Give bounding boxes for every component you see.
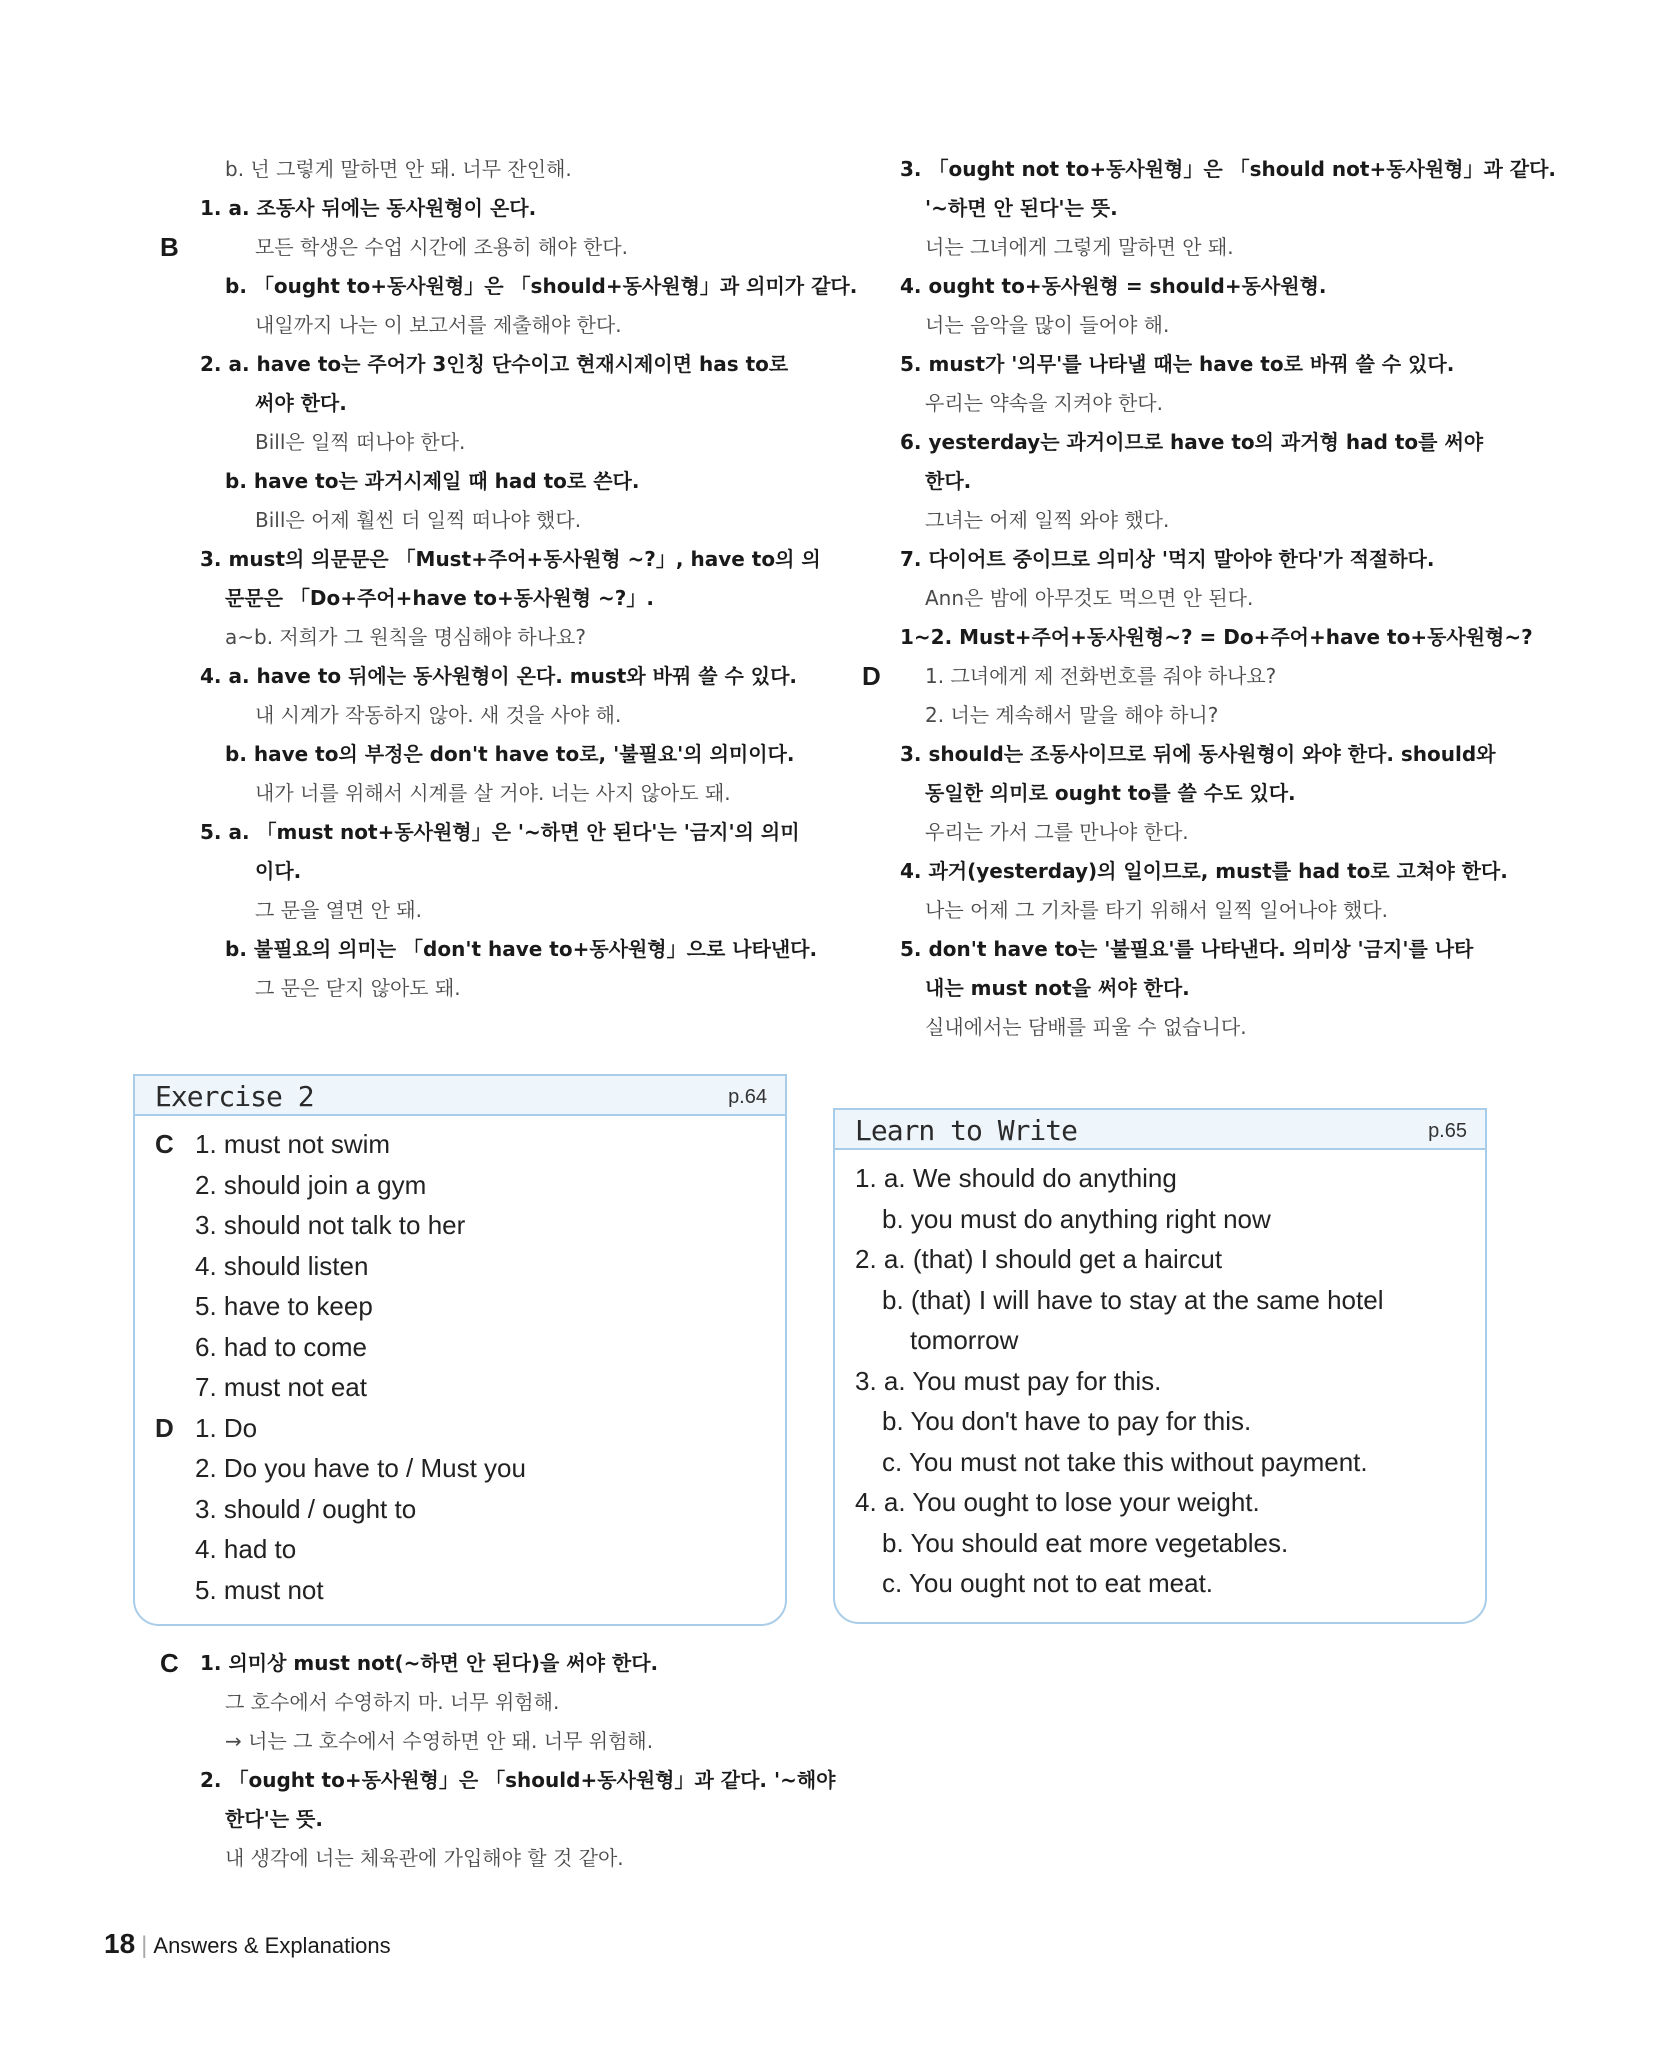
learn-to-write-answer: c. You ought not to eat meat. bbox=[882, 1568, 1214, 1598]
exercise2-answer bbox=[135, 1165, 785, 1206]
explanation-line: 문문은 「Do+주어+have to+동사원형 ~?」. bbox=[225, 586, 654, 610]
explanation-line: → 너는 그 호수에서 수영하면 안 돼. 너무 위험해. bbox=[225, 1729, 654, 1753]
explanation-line: b. 불필요의 의미는 「don't have to+동사원형」으로 나타낸다. bbox=[225, 937, 818, 961]
learn-to-write-answer: 3. a. You must pay for this. bbox=[855, 1365, 1162, 1396]
exercise2-header bbox=[135, 1076, 785, 1116]
exercise2-answer bbox=[135, 1327, 785, 1368]
exercise2-answer bbox=[135, 1246, 785, 1287]
explanation-line: 모든 학생은 수업 시간에 조용히 해야 한다. bbox=[255, 235, 628, 259]
explanation-line: 2. 너는 계속해서 말을 해야 하니? bbox=[925, 703, 1219, 727]
learn-to-write-answer: c. You must not take this without payment. bbox=[882, 1446, 1368, 1477]
exercise2-answer-text: 5. must not bbox=[195, 1574, 324, 1605]
explanation-line: 실내에서는 담배를 피울 수 없습니다. bbox=[925, 1015, 1247, 1039]
explanation-line: 한다'는 뜻. bbox=[225, 1807, 323, 1831]
learn-to-write-answer: 4. a. You ought to lose your weight. bbox=[855, 1487, 1260, 1517]
explanation-line: Bill은 일찍 떠나야 한다. bbox=[255, 430, 466, 454]
section-letter: C bbox=[160, 1648, 179, 1678]
explanation-line: b. 넌 그렇게 말하면 안 돼. 너무 잔인해. bbox=[225, 157, 572, 181]
exercise2-answer-text: 4. should listen bbox=[195, 1250, 369, 1281]
explanation-line: 내가 너를 위해서 시계를 살 거야. 너는 사지 않아도 돼. bbox=[255, 781, 731, 805]
exercise2-answer bbox=[135, 1529, 785, 1570]
exercise2-answer bbox=[135, 1448, 785, 1489]
explanation-line: 5. a. 「must not+동사원형」은 '~하면 안 된다'는 '금지'의 의미 bbox=[200, 820, 800, 844]
explanation-line: 너는 그녀에게 그렇게 말하면 안 돼. bbox=[925, 235, 1234, 259]
explanation-line: 2. 「ought to+동사원형」은 「should+동사원형」과 같다. '~해야 bbox=[200, 1768, 836, 1792]
explanation-line: 5. must가 '의무'를 나타낼 때는 have to로 바꿔 쓸 수 있다. bbox=[900, 352, 1455, 376]
explanation-line: 동일한 의미로 ought to를 쓸 수도 있다. bbox=[925, 781, 1296, 805]
explanation-line: 내 시계가 작동하지 않아. 새 것을 사야 해. bbox=[255, 703, 622, 727]
explanation-line: 1. 그녀에게 제 전화번호를 줘야 하나요? bbox=[925, 664, 1277, 688]
exercise2-answer-text: 2. should join a gym bbox=[195, 1169, 427, 1200]
section-letter: D bbox=[862, 661, 881, 691]
explanation-line: 그 호수에서 수영하지 마. 너무 위험해. bbox=[225, 1690, 560, 1714]
exercise2-answer bbox=[135, 1205, 785, 1246]
explanation-line: 우리는 가서 그를 만나야 한다. bbox=[925, 820, 1189, 844]
learn-to-write-answer: 1. a. We should do anything bbox=[855, 1163, 1177, 1193]
explanation-line: 나는 어제 그 기차를 타기 위해서 일찍 일어나야 했다. bbox=[925, 898, 1388, 922]
exercise2-answer-text: 3. should not talk to her bbox=[195, 1210, 466, 1240]
learn-to-write-answers bbox=[835, 1150, 1485, 1604]
explanation-line: 3. should는 조동사이므로 뒤에 동사원형이 와야 한다. should와 bbox=[900, 742, 1496, 766]
left-bottom-explanations bbox=[155, 1644, 836, 1878]
explanation-line: 4. 과거(yesterday)의 일이므로, must를 had to로 고쳐야 한다. bbox=[900, 859, 1508, 883]
explanation-line: 그 문을 열면 안 돼. bbox=[255, 898, 423, 922]
explanation-line: 4. a. have to 뒤에는 동사원형이 온다. must와 바꿔 쓸 수 있다. bbox=[200, 664, 798, 688]
exercise2-answer bbox=[135, 1570, 785, 1611]
exercise2-answer-text: 7. must not eat bbox=[195, 1372, 367, 1402]
explanation-line: Ann은 밤에 아무것도 먹으면 안 된다. bbox=[925, 586, 1254, 610]
learn-to-write-answer: tomorrow bbox=[910, 1325, 1019, 1355]
exercise2-answer bbox=[135, 1124, 785, 1165]
exercise2-answer bbox=[135, 1408, 785, 1449]
learn-to-write-page: p.65 bbox=[1428, 1120, 1467, 1142]
explanation-line: 내는 must not을 써야 한다. bbox=[925, 976, 1190, 1000]
explanation-line: 1~2. Must+주어+동사원형~? = Do+주어+have to+동사원형~? bbox=[900, 625, 1533, 649]
page-footer bbox=[104, 1928, 391, 1960]
learn-to-write-box bbox=[833, 1108, 1487, 1624]
exercise2-box bbox=[133, 1074, 787, 1626]
explanation-line: 3. must의 의문문은 「Must+주어+동사원형 ~?」, have to의 의 bbox=[200, 547, 821, 571]
exercise2-title: Exercise 2 bbox=[155, 1080, 314, 1113]
explanation-line: 4. ought to+동사원형 = should+동사원형. bbox=[900, 274, 1327, 298]
explanation-line: 1. 의미상 must not(~하면 안 된다)을 써야 한다. bbox=[200, 1651, 659, 1675]
exercise2-answer-text: 2. Do you have to / Must you bbox=[195, 1453, 526, 1483]
explanation-line: 그녀는 어제 일찍 와야 했다. bbox=[925, 508, 1170, 532]
explanation-line: '~하면 안 된다'는 뜻. bbox=[925, 196, 1118, 220]
explanation-line: 이다. bbox=[255, 859, 302, 883]
explanation-line: b. have to는 과거시제일 때 had to로 쓴다. bbox=[225, 469, 640, 493]
section-letter: B bbox=[160, 232, 179, 262]
learn-to-write-answer: 2. a. (that) I should get a haircut bbox=[855, 1244, 1223, 1274]
explanation-line: Bill은 어제 훨씬 더 일찍 떠나야 했다. bbox=[255, 508, 582, 532]
exercise2-answer bbox=[135, 1286, 785, 1327]
explanation-line: 써야 한다. bbox=[255, 391, 347, 415]
explanation-line: 2. a. have to는 주어가 3인칭 단수이고 현재시제이면 has to로 bbox=[200, 352, 789, 376]
exercise2-answer bbox=[135, 1489, 785, 1530]
learn-to-write-title: Learn to Write bbox=[855, 1114, 1078, 1147]
explanation-line: 3. 「ought not to+동사원형」은 「should not+동사원형」과 같다. bbox=[900, 157, 1557, 181]
explanation-line: 우리는 약속을 지켜야 한다. bbox=[925, 391, 1163, 415]
footer-text: Answers & Explanations bbox=[153, 1933, 391, 1958]
page-number: 18 bbox=[104, 1928, 136, 1959]
learn-to-write-answer: b. you must do anything right now bbox=[882, 1203, 1271, 1234]
explanation-line: 5. don't have to는 '불필요'를 나타낸다. 의미상 '금지'를 나타 bbox=[900, 937, 1474, 961]
exercise2-answer-text: 3. should / ought to bbox=[195, 1493, 417, 1524]
explanation-line: a~b. 저희가 그 원칙을 명심해야 하나요? bbox=[225, 625, 586, 649]
explanation-line: 내 생각에 너는 체육관에 가입해야 할 것 같아. bbox=[225, 1846, 624, 1870]
learn-to-write-answer: b. You should eat more vegetables. bbox=[882, 1527, 1289, 1558]
exercise2-answer bbox=[135, 1367, 785, 1408]
section-letter: C bbox=[155, 1129, 174, 1159]
exercise2-answer-text: 1. Do bbox=[195, 1412, 258, 1443]
learn-to-write-answer: b. (that) I will have to stay at the same hotel bbox=[882, 1284, 1384, 1315]
footer-separator: | bbox=[141, 1932, 148, 1959]
left-top-explanations bbox=[155, 150, 858, 1008]
explanation-line: 7. 다이어트 중이므로 의미상 '먹지 말아야 한다'가 적절하다. bbox=[900, 547, 1435, 571]
explanation-line: 6. yesterday는 과거이므로 have to의 과거형 had to를 써야 bbox=[900, 430, 1484, 454]
exercise2-answer-text: 6. had to come bbox=[195, 1331, 367, 1362]
explanation-line: 그 문은 닫지 않아도 돼. bbox=[255, 976, 461, 1000]
section-letter: D bbox=[155, 1412, 174, 1443]
explanation-line: 1. a. 조동사 뒤에는 동사원형이 온다. bbox=[200, 196, 537, 220]
explanation-line: 한다. bbox=[925, 469, 972, 493]
learn-to-write-header bbox=[835, 1110, 1485, 1150]
learn-to-write-answer: b. You don't have to pay for this. bbox=[882, 1406, 1252, 1436]
right-top-explanations bbox=[862, 150, 1557, 1047]
explanation-line: 너는 음악을 많이 들어야 해. bbox=[925, 313, 1170, 337]
exercise2-answers bbox=[135, 1116, 785, 1610]
exercise2-answer-text: 5. have to keep bbox=[195, 1291, 373, 1321]
explanation-line: 내일까지 나는 이 보고서를 제출해야 한다. bbox=[255, 313, 622, 337]
exercise2-answer-text: 4. had to bbox=[195, 1534, 297, 1564]
exercise2-answer-text: 1. must not swim bbox=[195, 1129, 391, 1159]
explanation-line: b. have to의 부정은 don't have to로, '불필요'의 의미이다. bbox=[225, 742, 795, 766]
explanation-line: b. 「ought to+동사원형」은 「should+동사원형」과 의미가 같다. bbox=[225, 274, 858, 298]
exercise2-page: p.64 bbox=[728, 1086, 767, 1108]
